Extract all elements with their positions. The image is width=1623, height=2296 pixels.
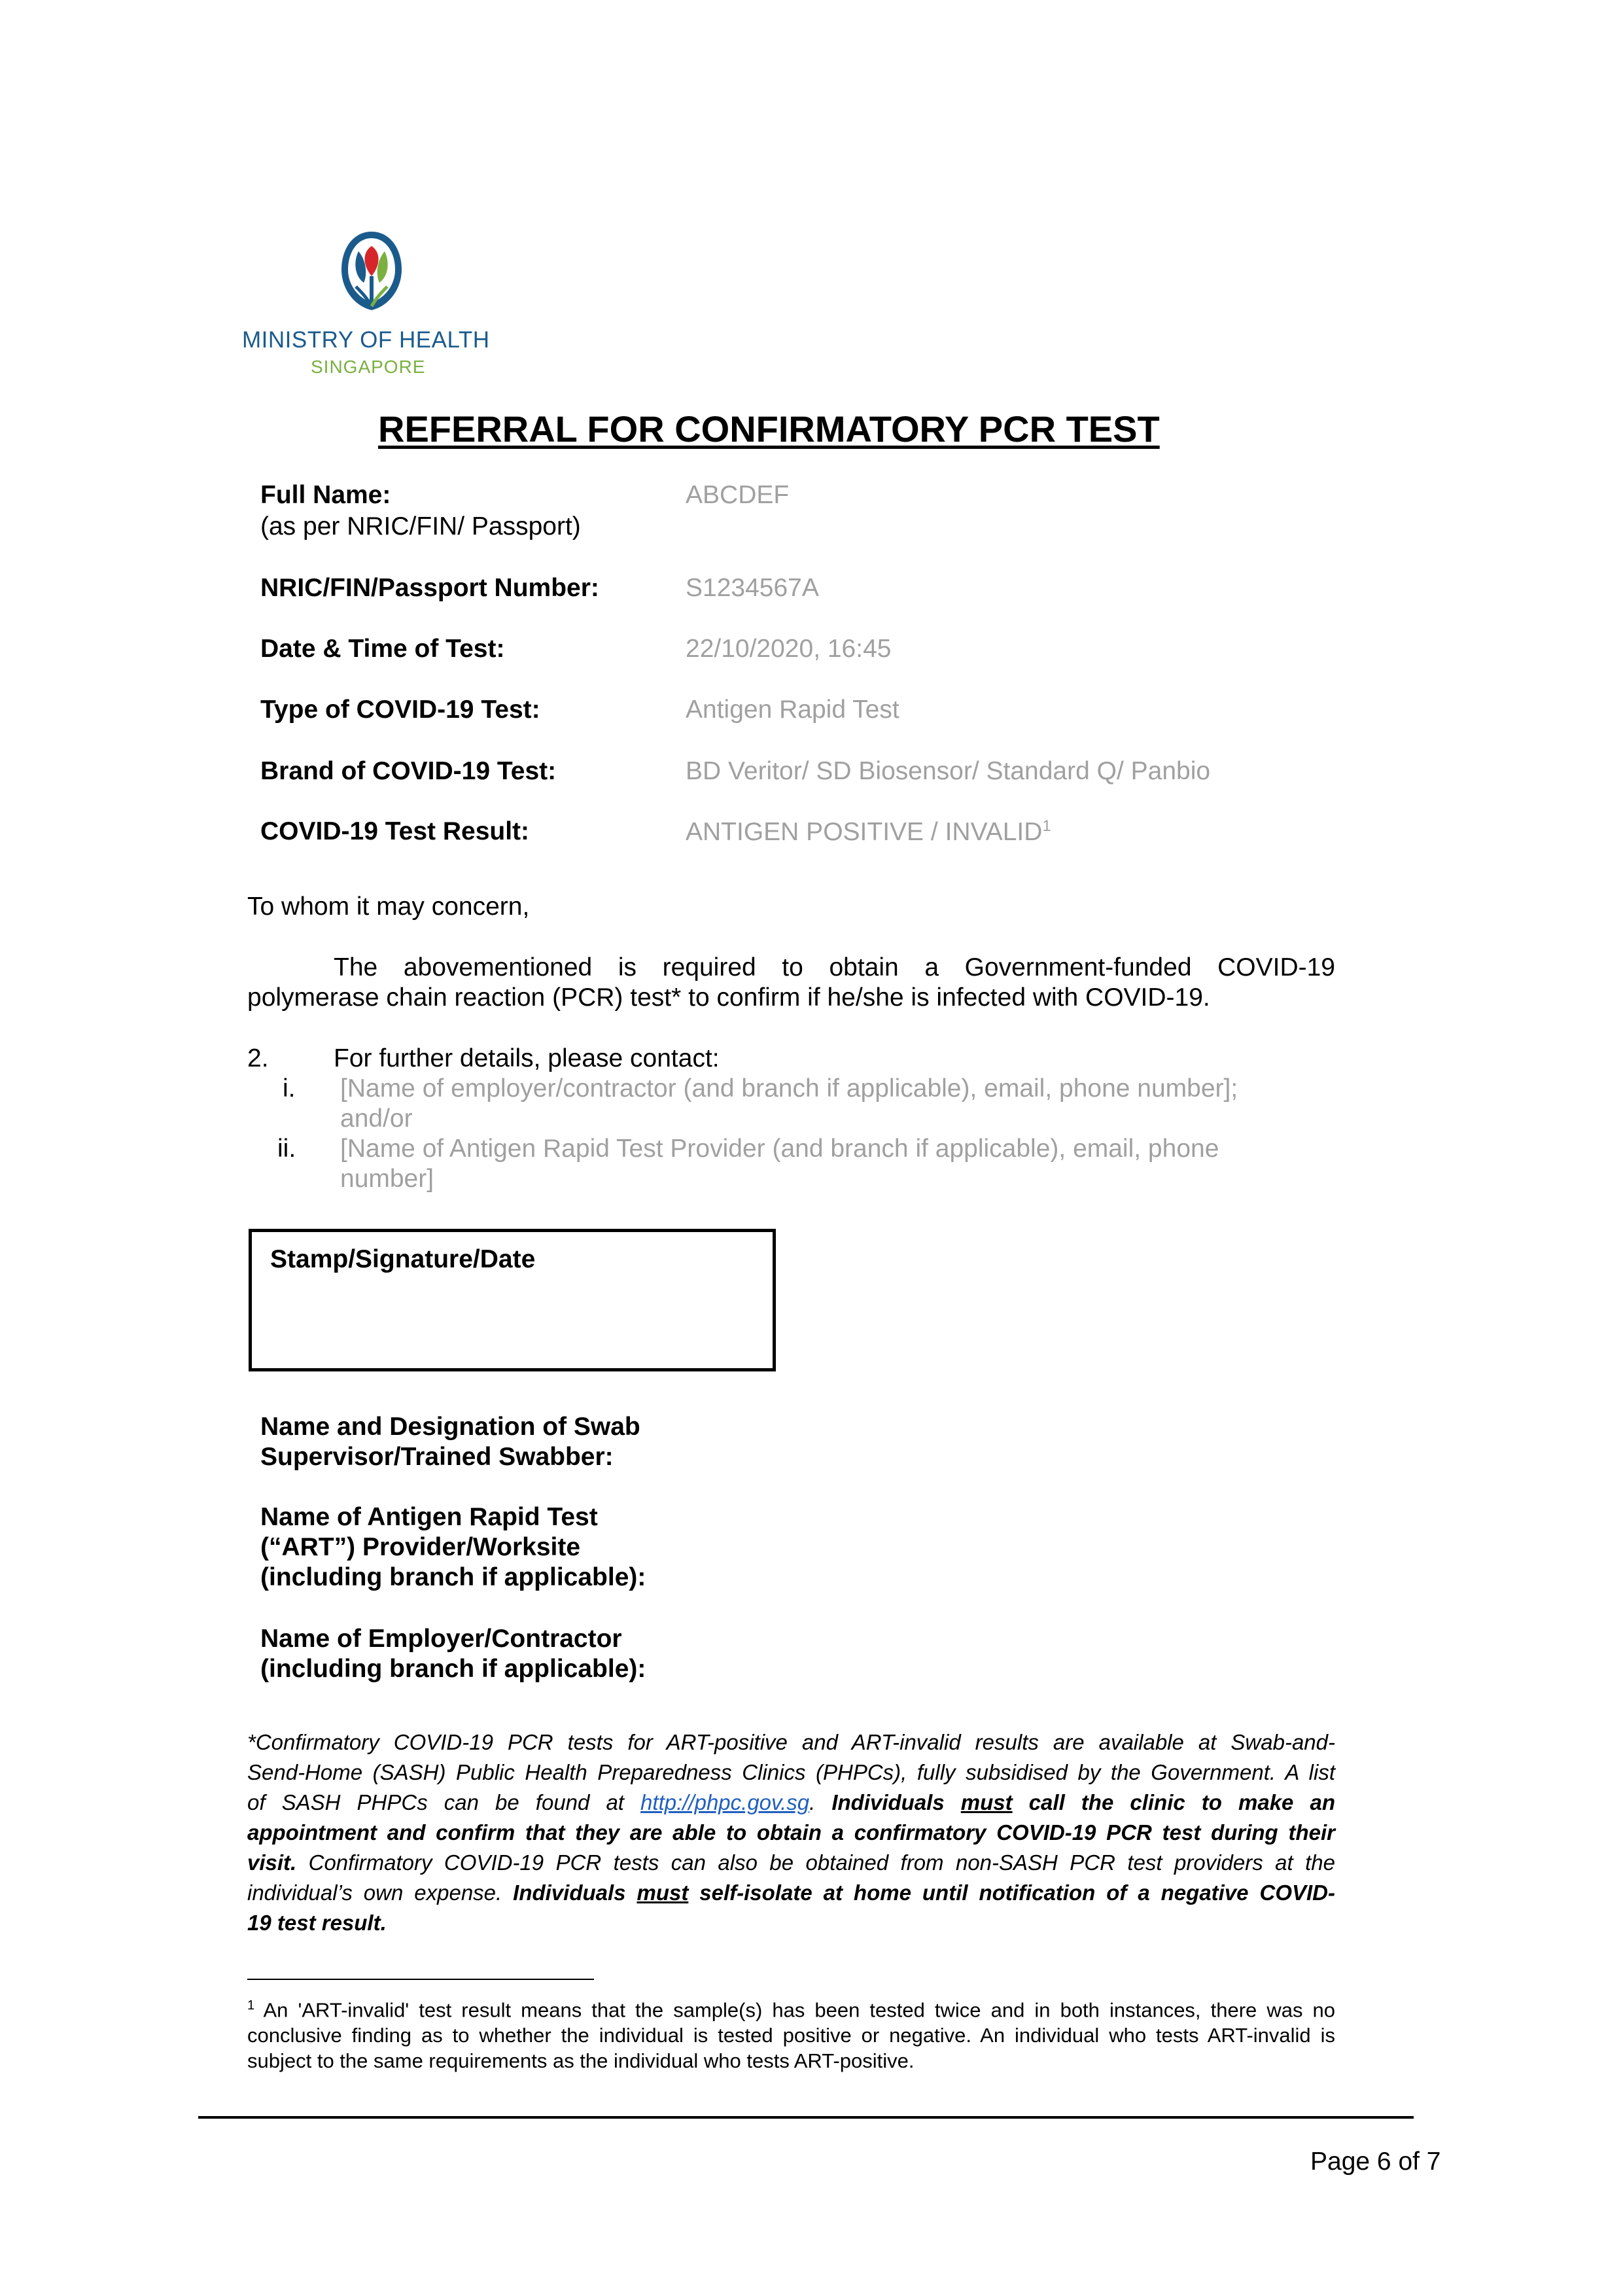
note-line-3-c: Individuals xyxy=(831,1790,961,1814)
full-name-label: Full Name: xyxy=(260,481,391,509)
confirmatory-test-note xyxy=(247,1727,1335,1938)
must-emphasis-2: must xyxy=(637,1881,689,1905)
test-brand-label: Brand of COVID-19 Test: xyxy=(260,757,557,785)
swab-supervisor-label-line-2: Supervisor/Trained Swabber: xyxy=(260,1443,614,1471)
note-line-2: Send-Home (SASH) Public Health Preparedness Clinics (PHPCs), fully subsidised by the Government. A list xyxy=(247,1760,1335,1784)
id-number-value: S1234567A xyxy=(686,574,819,602)
note-line-4-text: appointment and confirm that they are able to obtain a confirmatory COVID-19 PCR test during their xyxy=(247,1820,1335,1845)
art-provider-label xyxy=(260,1502,646,1593)
page-number: Page 6 of 7 xyxy=(1310,2147,1441,2176)
note-line-5 xyxy=(247,1848,1335,1878)
footnote-1-line-1-text: An 'ART-invalid' test result means that the sample(s) has been tested twice and in both instances, there was no xyxy=(254,1998,1335,2022)
test-result-value xyxy=(686,817,1051,847)
footnote-separator xyxy=(247,1979,594,1980)
page-title: REFERRAL FOR CONFIRMATORY PCR TEST xyxy=(378,408,1160,450)
employer-label-line-2: (including branch if applicable): xyxy=(260,1655,646,1683)
swab-supervisor-label xyxy=(260,1412,640,1472)
footnote-1-line-3: subject to the same requirements as the individual who tests ART-positive. xyxy=(247,2049,915,2073)
art-provider-label-line-1: Name of Antigen Rapid Test xyxy=(260,1503,598,1531)
note-line-5-b: Confirmatory COVID-19 PCR tests can also be obtained from non-SASH PCR test providers at the xyxy=(296,1850,1335,1875)
moh-name: MINISTRY OF HEALTH xyxy=(242,327,490,353)
paragraph-1-line-1: The abovementioned is required to obtain a Government-funded COVID-19 xyxy=(334,953,1335,981)
moh-emblem-icon xyxy=(339,229,404,321)
note-line-3-b: . xyxy=(809,1790,832,1814)
footnote-1-marker: 1 xyxy=(247,1998,255,2013)
footnote-ref-1: 1 xyxy=(1042,817,1051,835)
list-item-2-line-2: number] xyxy=(340,1165,434,1193)
moh-logo xyxy=(242,229,504,386)
note-line-3-d: call the clinic to make an xyxy=(1012,1790,1335,1814)
test-datetime-value: 22/10/2020, 16:45 xyxy=(686,635,892,663)
art-provider-label-line-3: (including branch if applicable): xyxy=(260,1563,646,1591)
swab-supervisor-label-line-1: Name and Designation of Swab xyxy=(260,1413,640,1441)
employer-label-line-1: Name of Employer/Contractor xyxy=(260,1625,622,1653)
footnote-1 xyxy=(247,1993,1335,2074)
footer-rule xyxy=(198,2116,1414,2119)
moh-country: SINGAPORE xyxy=(311,357,426,377)
salutation: To whom it may concern, xyxy=(247,892,530,921)
note-line-7-text: 19 test result. xyxy=(247,1911,387,1935)
footnote-1-line-1 xyxy=(247,1993,1335,2022)
test-type-value: Antigen Rapid Test xyxy=(686,696,899,724)
note-line-1: *Confirmatory COVID-19 PCR tests for ART-positive and ART-invalid results are available at Swab-and- xyxy=(247,1730,1335,1754)
note-line-6 xyxy=(247,1878,1335,1908)
note-line-6-a: individual’s own expense. xyxy=(247,1881,514,1905)
test-result-label: COVID-19 Test Result: xyxy=(260,817,530,845)
note-line-6-b: Individuals xyxy=(513,1881,637,1905)
test-datetime-label: Date & Time of Test: xyxy=(260,635,505,663)
list-item-1-line-1: [Name of employer/contractor (and branch if applicable), email, phone number]; xyxy=(340,1074,1238,1103)
list-item-2-number: ii. xyxy=(277,1135,296,1163)
note-line-7 xyxy=(247,1908,1335,1938)
note-line-4 xyxy=(247,1818,1335,1848)
list-item-2-line-1: [Name of Antigen Rapid Test Provider (and branch if applicable), email, phone xyxy=(340,1135,1219,1163)
paragraph-2-text: For further details, please contact: xyxy=(334,1044,720,1072)
full-name-sublabel: (as per NRIC/FIN/ Passport) xyxy=(260,512,581,540)
id-number-label: NRIC/FIN/Passport Number: xyxy=(260,574,599,602)
stamp-signature-label: Stamp/Signature/Date xyxy=(270,1245,536,1273)
note-line-3-a: of SASH PHPCs can be found at xyxy=(247,1790,641,1814)
note-line-3 xyxy=(247,1788,1335,1818)
paragraph-2-number: 2. xyxy=(247,1044,269,1072)
employer-label xyxy=(260,1624,646,1684)
footnote-1-line-2: conclusive finding as to whether the individual is tested positive or negative. An individual who tests ART-invalid is xyxy=(247,2024,1335,2047)
note-line-6-c: self-isolate at home until notification of a negative COVID- xyxy=(688,1881,1335,1905)
art-provider-label-line-2: (“ART”) Provider/Worksite xyxy=(260,1533,581,1561)
paragraph-1 xyxy=(247,953,1335,1013)
test-type-label: Type of COVID-19 Test: xyxy=(260,696,540,724)
full-name-value: ABCDEF xyxy=(686,481,790,509)
list-item-1-line-2: and/or xyxy=(340,1104,413,1133)
phpc-link[interactable]: http://phpc.gov.sg xyxy=(640,1790,810,1814)
test-result-text: ANTIGEN POSITIVE / INVALID xyxy=(686,818,1043,846)
stamp-signature-box[interactable] xyxy=(249,1229,776,1371)
paragraph-1-line-2: polymerase chain reaction (PCR) test* to confirm if he/she is infected with COVID-19. xyxy=(247,983,1210,1012)
must-emphasis-1: must xyxy=(960,1790,1013,1814)
list-item-1-number: i. xyxy=(283,1074,296,1103)
note-line-5-a: visit. xyxy=(247,1850,297,1875)
test-brand-value: BD Veritor/ SD Biosensor/ Standard Q/ Panbio xyxy=(686,757,1211,785)
